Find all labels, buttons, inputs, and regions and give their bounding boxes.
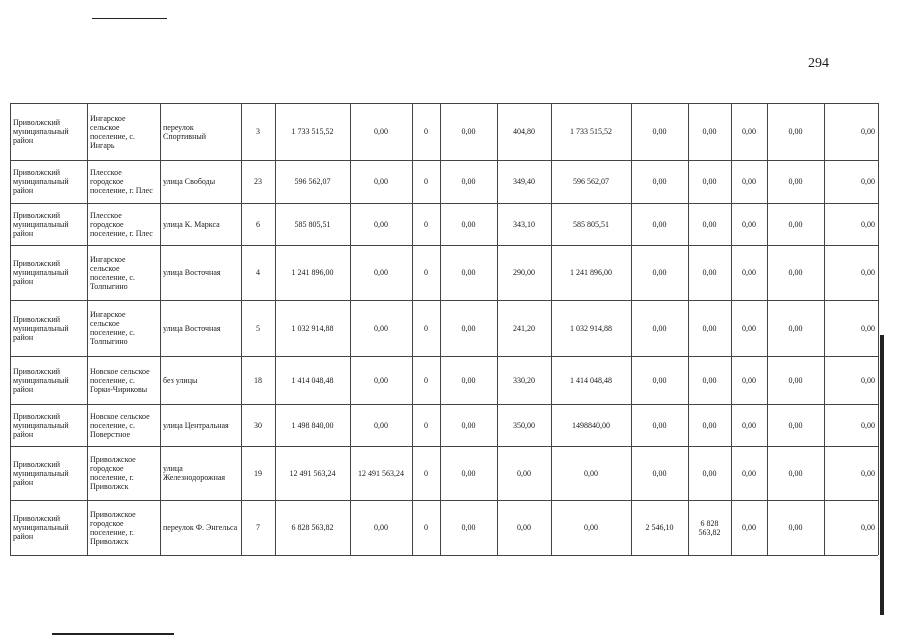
- table-cell-c1: 6 828 563,82: [291, 523, 334, 532]
- table-cell-c3: 0: [424, 268, 428, 277]
- table-cell-district: Приволжский муниципальный район: [13, 514, 69, 541]
- table-cell-c11: 0,00: [861, 219, 875, 229]
- table-cell-c6: 596 562,07: [573, 177, 609, 186]
- page-number: 294: [808, 56, 829, 71]
- table-cell-house: 6: [256, 219, 260, 229]
- table-cell-c11: 0,00: [861, 375, 875, 385]
- table-cell-c7: 0,00: [652, 468, 667, 478]
- table-cell-c5: 343,10: [513, 219, 535, 229]
- table-cell-district: Приволжский муниципальный район: [13, 366, 69, 394]
- table-cell-c1: 1 733 515,52: [291, 127, 334, 136]
- table-cell-c9: 0,00: [742, 523, 756, 532]
- table-cell-settlement: Ингарское сельское поселение, с. Толпыгино: [90, 254, 135, 291]
- column-divider: [440, 103, 441, 555]
- table-cell-c5: 241,20: [513, 323, 535, 333]
- table-cell-c9: 0,00: [742, 177, 756, 186]
- table-cell-c9: 0,00: [742, 219, 756, 229]
- column-divider: [10, 103, 11, 555]
- table-cell-c5: 349,40: [513, 177, 535, 186]
- table-cell-c1: 585 805,51: [294, 219, 331, 229]
- column-divider: [688, 103, 689, 555]
- table-cell-c9: 0,00: [742, 375, 756, 385]
- table-cell-c10: 0,00: [788, 375, 803, 385]
- table-cell-c7: 0,00: [652, 323, 667, 333]
- scan-artifact-top: [92, 18, 167, 19]
- table-cell-c11: 0,00: [861, 177, 875, 186]
- table-cell-house: 19: [254, 468, 262, 478]
- table-cell-settlement: Ингарское сельское поселение, с. Ингарь: [90, 113, 135, 150]
- table-cell-district: Приволжский муниципальный район: [13, 314, 69, 342]
- table-cell-c8: 0,00: [702, 323, 717, 333]
- table-cell-c6: 1 241 896,00: [570, 268, 612, 277]
- table-cell-c2: 0,00: [374, 375, 388, 385]
- table-cell-c2: 0,00: [374, 420, 388, 430]
- table-cell-c9: 0,00: [742, 127, 756, 136]
- column-divider: [275, 103, 276, 555]
- table-cell-c7: 0,00: [652, 177, 667, 186]
- table-cell-c6: 1 032 914,88: [570, 323, 612, 333]
- table-cell-c8: 0,00: [702, 177, 717, 186]
- table-cell-c11: 0,00: [861, 523, 875, 532]
- scan-artifact-right: [880, 335, 884, 615]
- table-cell-c2: 0,00: [374, 127, 388, 136]
- table-cell-c3: 0: [424, 323, 428, 333]
- table-cell-house: 3: [256, 127, 260, 136]
- table-cell-c10: 0,00: [788, 523, 803, 532]
- column-divider: [731, 103, 732, 555]
- table-cell-house: 18: [254, 375, 262, 385]
- column-divider: [497, 103, 498, 555]
- table-cell-c3: 0: [424, 177, 428, 186]
- table-cell-c7: 0,00: [652, 127, 667, 136]
- column-divider: [412, 103, 413, 555]
- table-cell-settlement: Новское сельское поселение, с. Поверстное: [90, 411, 150, 439]
- table-cell-c2: 12 491 563,24: [358, 468, 404, 478]
- table-cell-c4: 0,00: [461, 268, 476, 277]
- table-cell-c1: 1 498 840,00: [291, 420, 334, 430]
- table-cell-c4: 0,00: [461, 523, 476, 532]
- table-cell-c6: 0,00: [584, 468, 598, 478]
- table-cell-c8: 0,00: [702, 420, 717, 430]
- table-cell-c8: 0,00: [702, 375, 717, 385]
- table-cell-settlement: Приволжское городское поселение, г. Приволжск: [90, 509, 136, 546]
- table-cell-c8: 6 828 563,82: [698, 518, 721, 537]
- table-cell-c4: 0,00: [461, 323, 476, 333]
- scan-artifact-bottom: [52, 633, 174, 635]
- table-cell-district: Приволжский муниципальный район: [13, 459, 69, 487]
- table-cell-c10: 0,00: [788, 219, 803, 229]
- table-cell-c5: 0,00: [517, 523, 531, 532]
- table-cell-street: переулок Спортивный: [163, 122, 207, 141]
- table-cell-house: 7: [256, 523, 260, 532]
- table-cell-district: Приволжский муниципальный район: [13, 411, 69, 439]
- table-cell-street: улица Восточная: [163, 323, 221, 333]
- table-cell-c4: 0,00: [461, 127, 476, 136]
- table-cell-c11: 0,00: [861, 127, 875, 136]
- table-cell-c10: 0,00: [788, 420, 803, 430]
- table-cell-c2: 0,00: [374, 219, 388, 229]
- table-cell-c5: 290,00: [513, 268, 535, 277]
- column-divider: [767, 103, 768, 555]
- table-cell-street: улица Восточная: [163, 268, 221, 277]
- table-cell-house: 4: [256, 268, 260, 277]
- table-cell-c11: 0,00: [861, 468, 875, 478]
- column-divider: [551, 103, 552, 555]
- table-cell-house: 30: [254, 420, 262, 430]
- table-cell-c3: 0: [424, 127, 428, 136]
- table-cell-c11: 0,00: [861, 420, 875, 430]
- table-cell-c6: 1498840,00: [572, 420, 610, 430]
- table-cell-c10: 0,00: [788, 127, 803, 136]
- table-cell-c9: 0,00: [742, 268, 756, 277]
- table-cell-c4: 0,00: [461, 219, 476, 229]
- table-cell-c3: 0: [424, 468, 428, 478]
- table-cell-street: без улицы: [163, 375, 198, 385]
- table-cell-c2: 0,00: [374, 177, 388, 186]
- row-divider: [10, 555, 878, 556]
- table-cell-c7: 0,00: [652, 420, 667, 430]
- table-cell-c2: 0,00: [374, 268, 388, 277]
- table-cell-c4: 0,00: [461, 420, 476, 430]
- table-cell-c6: 1 733 515,52: [570, 127, 612, 136]
- table-cell-c7: 0,00: [652, 375, 667, 385]
- table-cell-c6: 0,00: [584, 523, 598, 532]
- table-cell-c4: 0,00: [461, 468, 476, 478]
- table-cell-c7: 2 546,10: [645, 523, 674, 532]
- column-divider: [631, 103, 632, 555]
- column-divider: [160, 103, 161, 555]
- table-cell-c9: 0,00: [742, 323, 756, 333]
- table-cell-c1: 596 562,07: [294, 177, 331, 186]
- table-cell-c8: 0,00: [702, 219, 717, 229]
- table-cell-c8: 0,00: [702, 468, 717, 478]
- table-cell-street: улица Свободы: [163, 177, 216, 186]
- column-divider: [350, 103, 351, 555]
- table-cell-settlement: Плесское городское поселение, г. Плес: [90, 168, 153, 195]
- table-cell-c9: 0,00: [742, 468, 756, 478]
- table-cell-c3: 0: [424, 523, 428, 532]
- table-cell-street: переулок Ф. Энгельса: [163, 523, 238, 532]
- table-cell-c1: 1 032 914,88: [291, 323, 334, 333]
- table-cell-settlement: Ингарское сельское поселение, с. Толпыгино: [90, 310, 135, 346]
- table-cell-house: 5: [256, 323, 260, 333]
- table-cell-c1: 1 414 048,48: [291, 375, 334, 385]
- table-cell-c8: 0,00: [702, 268, 717, 277]
- table-cell-c2: 0,00: [374, 323, 388, 333]
- table-cell-c5: 404,80: [513, 127, 535, 136]
- table-cell-street: улица Железнодорожная: [163, 464, 226, 482]
- table-cell-c3: 0: [424, 420, 428, 430]
- table-cell-c7: 0,00: [652, 219, 667, 229]
- table-cell-c2: 0,00: [374, 523, 388, 532]
- table-cell-c5: 330,20: [513, 375, 535, 385]
- column-divider: [824, 103, 825, 555]
- table-cell-settlement: Плесское городское поселение, г. Плес: [90, 210, 153, 238]
- table-cell-settlement: Приволжское городское поселение, г. Приволжск: [90, 455, 136, 491]
- table-cell-house: 23: [254, 177, 262, 186]
- table-cell-c10: 0,00: [788, 177, 803, 186]
- table-cell-c10: 0,00: [788, 268, 803, 277]
- table-cell-district: Приволжский муниципальный район: [13, 168, 69, 195]
- table-cell-district: Приволжский муниципальный район: [13, 118, 69, 145]
- table-cell-street: улица Центральная: [163, 420, 229, 430]
- table-cell-c10: 0,00: [788, 323, 803, 333]
- column-divider: [878, 103, 879, 555]
- column-divider: [87, 103, 88, 555]
- table-cell-district: Приволжский муниципальный район: [13, 210, 69, 238]
- table-cell-c9: 0,00: [742, 420, 756, 430]
- table-cell-street: улица К. Маркса: [163, 219, 220, 229]
- table-cell-c1: 1 241 896,00: [291, 268, 334, 277]
- table-cell-c8: 0,00: [702, 127, 717, 136]
- table-cell-c3: 0: [424, 375, 428, 385]
- table-cell-c4: 0,00: [461, 177, 476, 186]
- table-cell-c4: 0,00: [461, 375, 476, 385]
- table-cell-c11: 0,00: [861, 268, 875, 277]
- table-cell-district: Приволжский муниципальный район: [13, 259, 69, 286]
- table-cell-c7: 0,00: [652, 268, 667, 277]
- table-cell-c6: 1 414 048,48: [570, 375, 612, 385]
- table-cell-c1: 12 491 563,24: [289, 468, 336, 478]
- table-cell-c3: 0: [424, 219, 428, 229]
- table-cell-c11: 0,00: [861, 323, 875, 333]
- table-cell-c5: 0,00: [517, 468, 531, 478]
- table-cell-c5: 350,00: [513, 420, 535, 430]
- table-cell-c6: 585 805,51: [573, 219, 609, 229]
- column-divider: [241, 103, 242, 555]
- table-cell-c10: 0,00: [788, 468, 803, 478]
- table-cell-settlement: Новское сельское поселение, с. Горки-Чириковы: [90, 366, 150, 394]
